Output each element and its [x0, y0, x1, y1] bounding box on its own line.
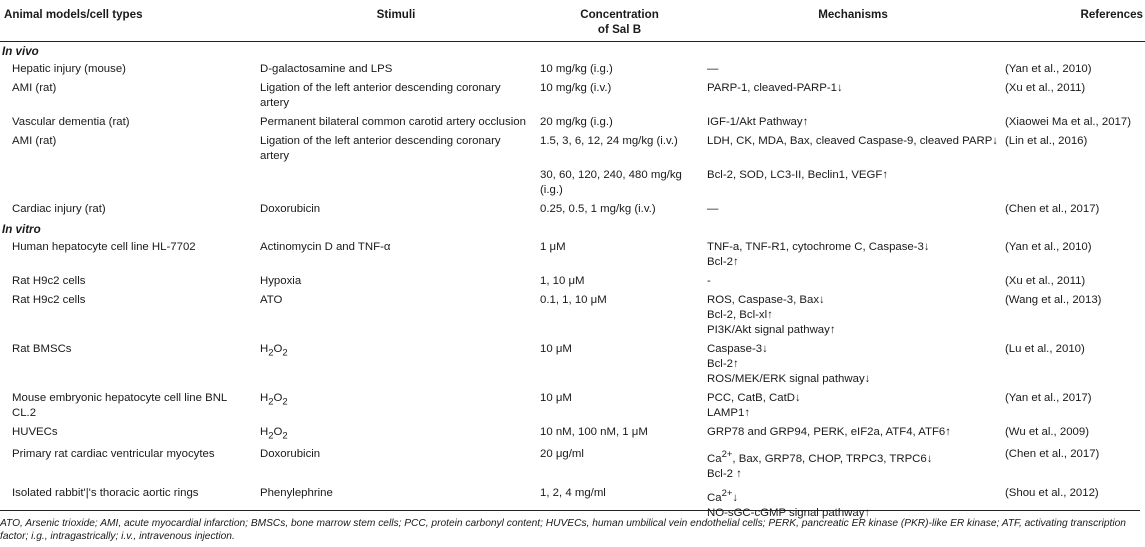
table-row — [0, 132, 1145, 166]
data-table — [0, 4, 1145, 523]
header-mechanisms: Mechanisms — [703, 4, 1003, 42]
mechanism-superscript: 2+ — [721, 449, 733, 461]
table-footnote: ATO, Arsenic trioxide; AMI, acute myocardial infarction; BMSCs, bone marrow stem cells; PCC, protein carbonyl content; HUVECs, human umbilical vein endothelial cells; PERK, pancreatic ER kinase (PKR)-like ER kinase; ATF, activating transcription factor; i.g., intragastrically; i.v., intravenous injection. — [0, 510, 1140, 543]
mechanism-line: LAMP1↑ — [707, 407, 751, 419]
table-row — [0, 423, 1145, 445]
table-row — [0, 60, 1145, 79]
cell-concentration: 0.1, 1, 10 μM — [540, 294, 607, 306]
formula-subscript: 2 — [268, 396, 274, 408]
mechanism-line: NO-sGC-cGMP signal pathway↑ — [707, 506, 871, 519]
formula-subscript: 2 — [282, 430, 288, 442]
formula-subscript: 2 — [282, 396, 288, 408]
cell-concentration: 20 mg/kg (i.g.) — [540, 116, 613, 128]
cell-animal: Cardiac injury (rat) — [12, 203, 106, 215]
cell-animal: Rat H9c2 cells — [12, 275, 86, 287]
formula-subscript: 2 — [268, 430, 274, 442]
mechanism-line: PCC, CatB, CatD↓ — [707, 392, 801, 404]
cell-stimuli — [256, 389, 536, 423]
cell-reference: (Wu et al., 2009) — [1005, 426, 1089, 438]
cell-animal: Human hepatocyte cell line HL-7702 — [12, 241, 196, 253]
cell-reference: (Yan et al., 2017) — [1005, 392, 1092, 404]
cell-mechanism: IGF-1/Akt Pathway↑ — [707, 116, 809, 128]
mechanism-line — [707, 486, 999, 506]
header-concentration-line1: Concentration — [580, 8, 659, 21]
cell-stimuli: Ligation of the left anterior descending coronary artery — [260, 135, 501, 162]
mechanism-ion: Ca — [707, 491, 722, 504]
cell-concentration: 30, 60, 120, 240, 480 mg/kg (i.g.) — [540, 169, 682, 196]
cell-stimuli: Permanent bilateral common carotid artery occlusion — [260, 116, 526, 128]
cell-stimuli: Doxorubicin — [260, 448, 321, 461]
mechanism-text: ↓ — [732, 491, 739, 504]
cell-mechanism: Bcl-2, SOD, LC3-II, Beclin1, VEGF↑ — [707, 169, 889, 181]
stimuli-prefix: D — [260, 63, 269, 75]
table-row — [0, 340, 1145, 389]
cell-reference: (Xu et al., 2011) — [1005, 275, 1086, 287]
mechanism-line: Bcl-2 ↑ — [707, 468, 742, 481]
cell-mechanism — [703, 291, 1003, 340]
table-row — [0, 113, 1145, 132]
table-row — [0, 79, 1145, 113]
cell-reference: (Xu et al., 2011) — [1005, 82, 1086, 94]
table-row — [0, 445, 1145, 484]
cell-animal: Isolated rabbit'|'s thoracic aortic rings — [12, 487, 199, 500]
table-row — [0, 166, 1145, 200]
cell-animal — [0, 166, 256, 200]
cell-mechanism: — — [707, 203, 719, 215]
formula-part: H — [260, 343, 269, 355]
cell-reference: (Chen et al., 2017) — [1005, 448, 1100, 461]
cell-animal: Hepatic injury (mouse) — [12, 63, 126, 75]
mechanism-superscript: 2+ — [721, 488, 733, 500]
section-label: In vivo — [2, 45, 39, 58]
cell-mechanism — [703, 272, 1003, 291]
cell-concentration: 10 mg/kg (i.v.) — [540, 82, 612, 94]
cell-concentration: 10 nM, 100 nM, 1 μM — [540, 426, 648, 438]
section-in-vivo — [0, 42, 1145, 61]
cell-mechanism — [703, 389, 1003, 423]
table-row — [0, 238, 1145, 272]
header-concentration-line2: of Sal B — [597, 23, 642, 36]
cell-mechanism: LDH, CK, MDA, Bax, cleaved Caspase-9, cleaved PARP↓ — [707, 135, 998, 147]
cell-animal: Primary rat cardiac ventricular myocytes — [12, 448, 215, 461]
cell-mechanism — [703, 423, 1003, 445]
formula-part: O — [273, 343, 283, 355]
mechanism-line: Bcl-2, Bcl-xl↑ — [707, 309, 773, 321]
cell-reference: (Shou et al., 2012) — [1005, 487, 1099, 500]
cell-concentration: 1, 2, 4 mg/ml — [540, 487, 606, 500]
formula-part: H — [260, 392, 269, 404]
table-row — [0, 200, 1145, 219]
header-animal-models: Animal models/cell types — [0, 4, 256, 42]
mechanism-line: ROS/MEK/ERK signal pathway↓ — [707, 373, 871, 385]
cell-concentration: 0.25, 0.5, 1 mg/kg (i.v.) — [540, 203, 656, 215]
cell-mechanism: PARP-1, cleaved-PARP-1↓ — [707, 82, 843, 94]
cell-mechanism: — — [707, 63, 719, 75]
cell-mechanism — [703, 238, 1003, 272]
cell-animal: Mouse embryonic hepatocyte cell line BNL CL.2 — [12, 392, 227, 419]
cell-concentration: 1.5, 3, 6, 12, 24 mg/kg (i.v.) — [540, 135, 678, 147]
mechanism-line: PI3K/Akt signal pathway↑ — [707, 324, 836, 336]
cell-animal: AMI (rat) — [12, 135, 57, 147]
table-row — [0, 272, 1145, 291]
cell-stimuli — [256, 166, 536, 200]
cell-reference: (Yan et al., 2010) — [1005, 63, 1092, 75]
table-row — [0, 389, 1145, 423]
section-label: In vitro — [2, 223, 41, 236]
cell-reference: (Yan et al., 2010) — [1005, 241, 1092, 253]
cell-animal: Rat H9c2 cells — [12, 294, 86, 306]
cell-animal: Rat BMSCs — [12, 343, 72, 355]
cell-stimuli: Ligation of the left anterior descending coronary artery — [260, 82, 501, 109]
mechanism-line: GRP78 and GRP94, PERK, eIF2a, ATF4, ATF6↑ — [707, 426, 951, 438]
cell-reference: (Chen et al., 2017) — [1005, 203, 1100, 215]
cell-animal: HUVECs — [12, 426, 58, 438]
cell-reference: (Wang et al., 2013) — [1005, 294, 1102, 306]
cell-stimuli: Doxorubicin — [260, 203, 321, 215]
formula-subscript: 2 — [282, 347, 288, 359]
cell-concentration: 10 μM — [540, 392, 572, 404]
mechanism-line: ROS, Caspase-3, Bax↓ — [707, 294, 825, 306]
cell-mechanism — [703, 445, 1003, 484]
table-row — [0, 291, 1145, 340]
header-references: References — [1003, 4, 1145, 42]
cell-stimuli: Hypoxia — [260, 275, 302, 287]
cell-reference: (Lu et al., 2010) — [1005, 343, 1085, 355]
cell-stimuli — [256, 423, 536, 445]
mechanism-line: Bcl-2↑ — [707, 358, 739, 370]
formula-subscript: 2 — [268, 347, 274, 359]
cell-stimuli: Actinomycin D and TNF-α — [260, 241, 391, 253]
stimuli-text: -galactosamine and LPS — [268, 63, 393, 75]
mechanism-ion: Ca — [707, 453, 722, 466]
cell-reference — [1003, 166, 1145, 200]
cell-mechanism — [703, 340, 1003, 389]
mechanism-line: TNF-a, TNF-R1, cytochrome C, Caspase-3↓ — [707, 241, 930, 253]
cell-reference: (Lin et al., 2016) — [1005, 135, 1088, 147]
cell-concentration: 10 mg/kg (i.g.) — [540, 63, 613, 75]
formula-part: H — [260, 426, 269, 438]
formula-part: O — [273, 392, 283, 404]
mechanism-line: Caspase-3↓ — [707, 343, 768, 355]
mechanism-text: , Bax, GRP78, CHOP, TRPC3, TRPC6↓ — [732, 453, 933, 466]
cell-concentration: 1 μM — [540, 241, 566, 253]
cell-stimuli — [256, 340, 536, 389]
cell-concentration: 1, 10 μM — [540, 275, 585, 287]
header-concentration — [536, 4, 703, 42]
header-stimuli: Stimuli — [256, 4, 536, 42]
mechanism-line: - — [707, 275, 711, 287]
cell-stimuli — [256, 60, 536, 79]
formula-part: O — [273, 426, 283, 438]
mechanism-line — [707, 447, 999, 467]
cell-stimuli: ATO — [260, 294, 283, 306]
cell-animal: Vascular dementia (rat) — [12, 116, 130, 128]
cell-stimuli: Phenylephrine — [260, 487, 333, 500]
section-in-vitro — [0, 219, 1145, 238]
cell-concentration: 20 μg/ml — [540, 448, 584, 461]
header-row — [0, 4, 1145, 42]
cell-reference: (Xiaowei Ma et al., 2017) — [1005, 116, 1131, 128]
cell-concentration: 10 μM — [540, 343, 572, 355]
cell-animal: AMI (rat) — [12, 82, 57, 94]
mechanism-line: Bcl-2↑ — [707, 256, 739, 268]
